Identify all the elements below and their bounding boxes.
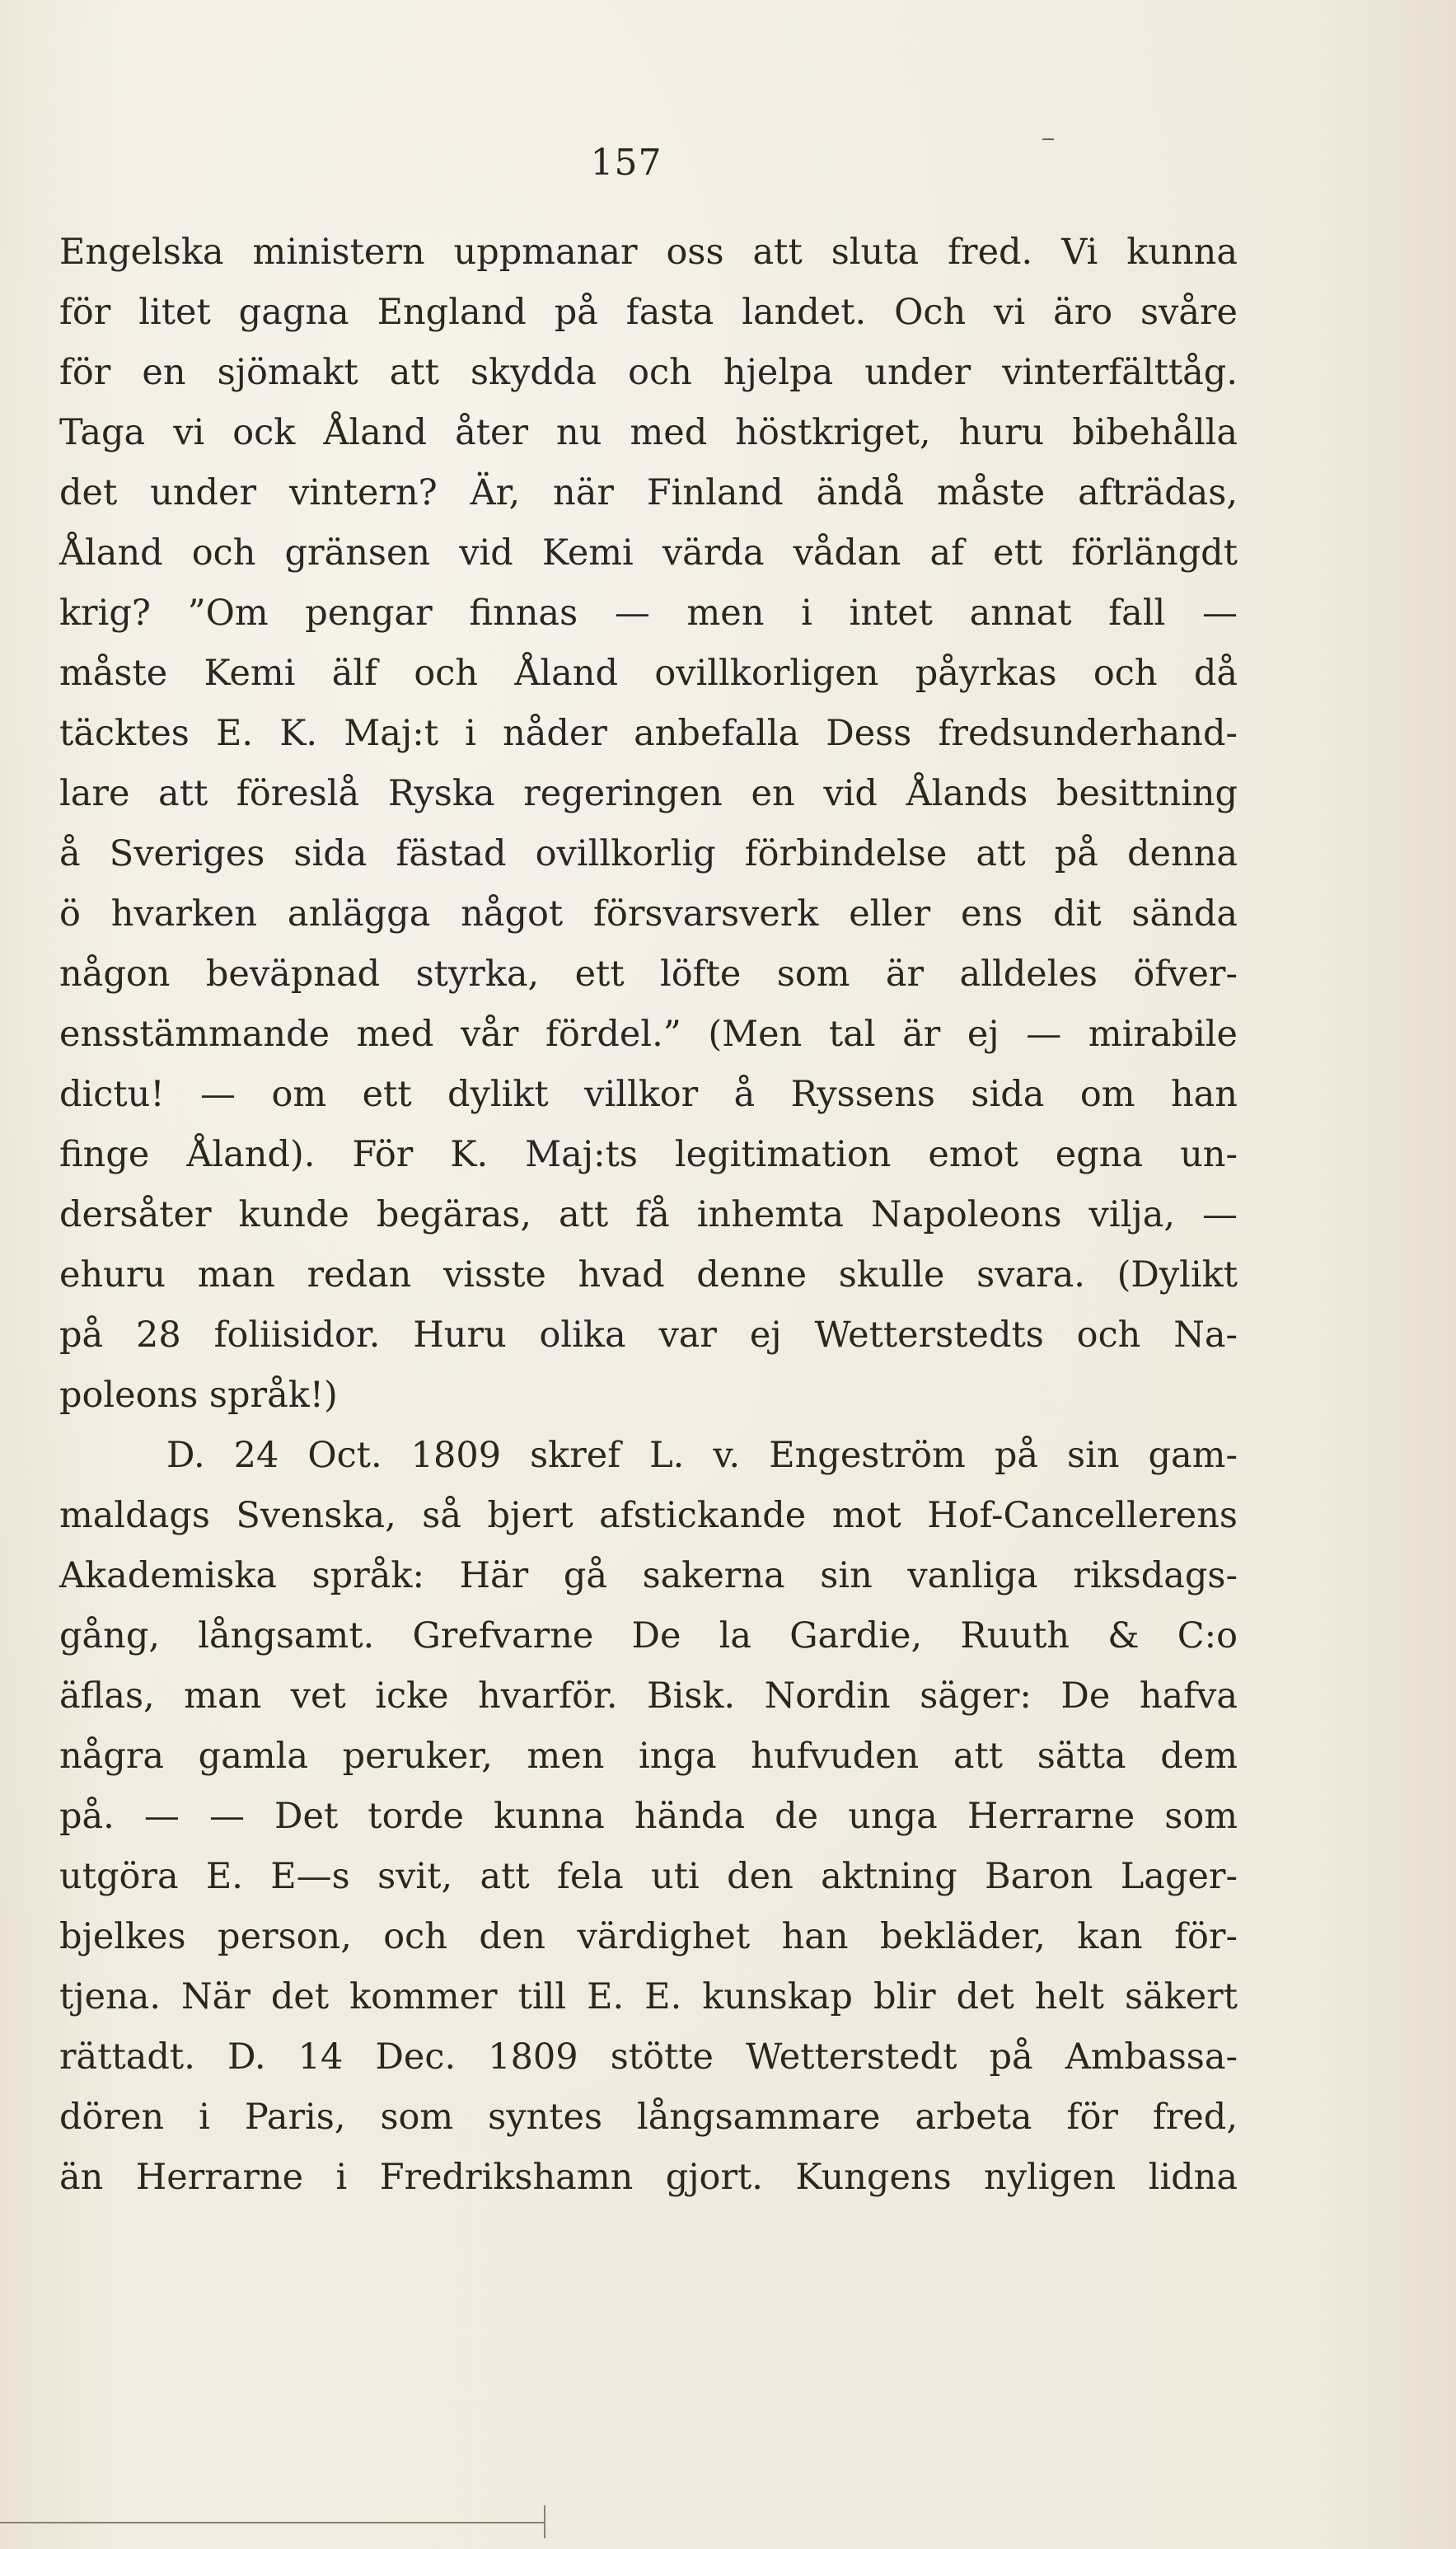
- text-line: finge Åland). För K. Maj:ts legitimation emot egna un-: [59, 1134, 1238, 1175]
- text-line: dersåter kunde begäras, att få inhemta Napoleons vilja, —: [59, 1194, 1238, 1235]
- text-line: utgöra E. E—s svit, att fela uti den aktning Baron Lager-: [59, 1856, 1238, 1897]
- text-line: ehuru man redan visste hvad denne skulle svara. (Dylikt: [59, 1254, 1238, 1296]
- text-line: å Sveriges sida fästad ovillkorlig förbindelse att på denna: [59, 833, 1238, 874]
- text-line: dictu! — om ett dylikt villkor å Ryssens sida om han: [59, 1074, 1238, 1115]
- text-line: än Herrarne i Fredrikshamn gjort. Kungens nyligen lidna: [59, 2157, 1238, 2198]
- text-line: gång, långsamt. Grefvarne De la Gardie, Ruuth & C:o: [59, 1615, 1238, 1656]
- paragraph-end-line: poleons språk!): [59, 1375, 338, 1416]
- text-line: äflas, man vet icke hvarför. Bisk. Nordin säger: De hafva: [59, 1675, 1238, 1717]
- text-line: ö hvarken anlägga något försvarsverk eller ens dit sända: [59, 893, 1238, 935]
- corner-mark: [1042, 138, 1054, 140]
- text-line: Akademiska språk: Här gå sakerna sin vanliga riksdags-: [59, 1555, 1238, 1596]
- text-line: tjena. När det kommer till E. E. kunskap blir det helt säkert: [59, 1976, 1238, 2017]
- text-line: maldags Svenska, så bjert afstickande mot Hof-Cancellerens: [59, 1495, 1238, 1536]
- text-line: måste Kemi älf och Åland ovillkorligen påyrkas och då: [59, 653, 1238, 694]
- paragraph-start-line: D. 24 Oct. 1809 skref L. v. Engeström på sin gam-: [166, 1435, 1238, 1476]
- bottom-rule-tick: [544, 2505, 545, 2538]
- text-line: på 28 foliisidor. Huru olika var ej Wetterstedts och Na-: [59, 1314, 1238, 1356]
- text-line: rättadt. D. 14 Dec. 1809 stötte Wetterstedt på Ambassa-: [59, 2036, 1238, 2078]
- text-line: dören i Paris, som syntes långsammare arbeta för fred,: [59, 2097, 1238, 2138]
- text-line: Taga vi ock Åland åter nu med höstkriget, huru bibehålla: [59, 412, 1238, 453]
- text-line: någon beväpnad styrka, ett löfte som är alldeles öfver-: [59, 954, 1238, 995]
- text-line: på. — — Det torde kunna hända de unga Herrarne som: [59, 1796, 1238, 1837]
- text-line: några gamla peruker, men inga hufvuden att sätta dem: [59, 1736, 1238, 1777]
- text-line: täcktes E. K. Maj:t i nåder anbefalla Dess fredsunderhand-: [59, 713, 1238, 754]
- text-line: för litet gagna England på fasta landet. Och vi äro svåre: [59, 292, 1238, 333]
- text-line: krig? ”Om pengar finnas — men i intet annat fall —: [59, 593, 1238, 634]
- body-text: [59, 223, 1238, 2208]
- page-number: 157: [590, 142, 662, 184]
- text-line: lare att föreslå Ryska regeringen en vid Ålands besittning: [59, 773, 1238, 814]
- bottom-rule: [0, 2522, 544, 2523]
- text-line: bjelkes person, och den värdighet han bekläder, kan för-: [59, 1916, 1238, 1957]
- text-line: ensstämmande med vår fördel.” (Men tal är ej — mirabile: [59, 1014, 1238, 1055]
- text-line: för en sjömakt att skydda och hjelpa under vinterfälttåg.: [59, 352, 1238, 393]
- text-line: Engelska ministern uppmanar oss att sluta fred. Vi kunna: [59, 232, 1238, 273]
- text-line: Åland och gränsen vid Kemi värda vådan af ett förlängdt: [59, 532, 1238, 574]
- text-line: det under vintern? Är, när Finland ändå måste afträdas,: [59, 472, 1238, 513]
